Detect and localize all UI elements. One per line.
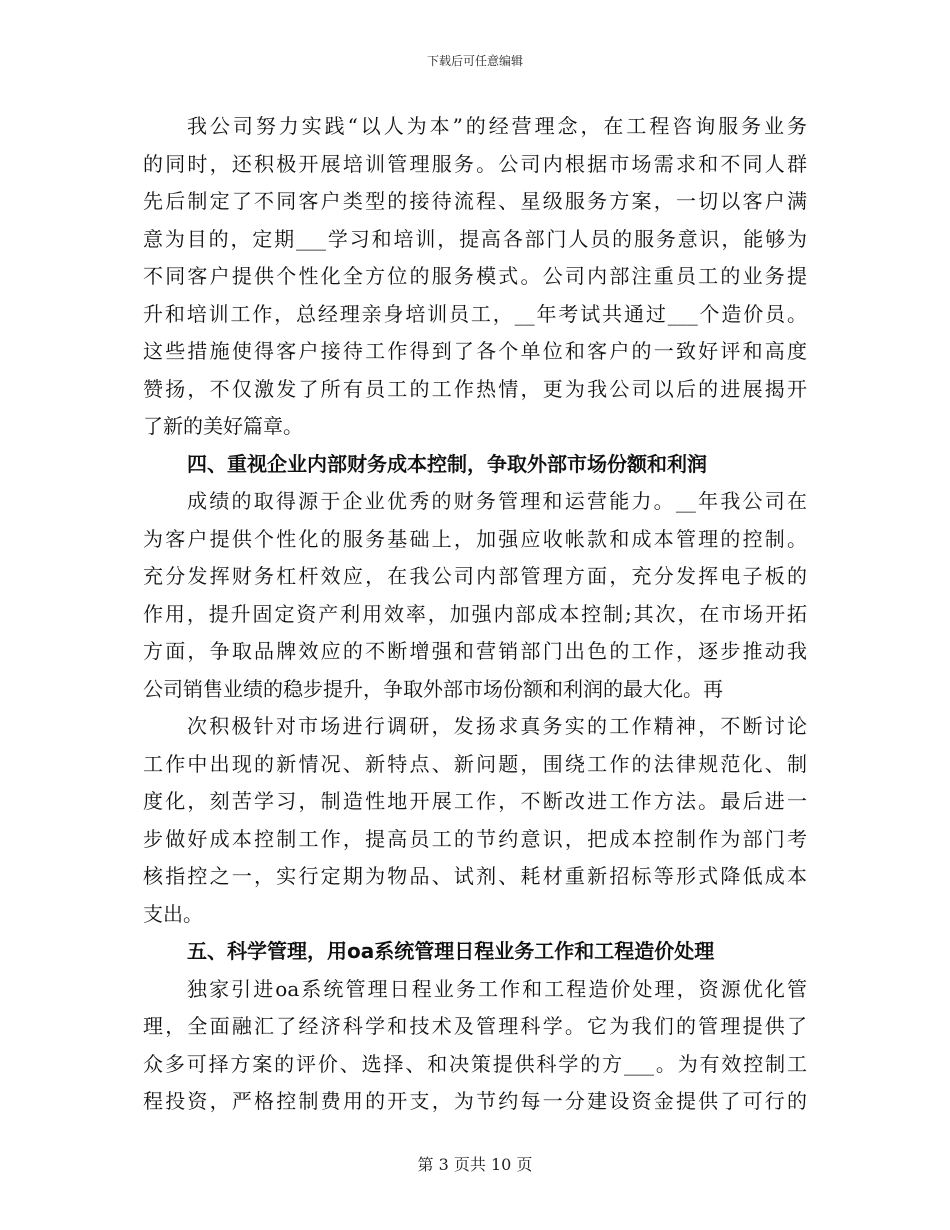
page-footer: 第 3 页共 10 页 <box>417 1155 533 1174</box>
paragraph-line: 众多可择方案的评价、选择、和决策提供科学的方___。为有效控制工 <box>143 1051 807 1076</box>
paragraph-line: 次积极针对市场进行调研，发扬求真务实的工作精神，不断讨论 <box>187 714 807 738</box>
paragraph-line: 不同客户提供个性化全方位的服务模式。公司内部注重员工的业务提 <box>143 264 807 288</box>
paragraph-line: 支出。 <box>143 901 203 926</box>
document-body <box>143 108 807 1121</box>
paragraph-line: 赞扬，不仅激发了所有员工的工作热情，更为我公司以后的进展揭开 <box>143 376 807 401</box>
paragraph-line: 公司销售业绩的稳步提升，争取外部市场份额和利润的最大化。再 <box>143 676 723 701</box>
paragraph-line: 独家引进oa系统管理日程业务工作和工程造价处理，资源优化管 <box>187 976 807 1001</box>
paragraph-line: 度化，刻苦学习，制造性地开展工作，不断改进工作方法。最后进一 <box>143 789 807 813</box>
page-header: 下载后可任意编辑 <box>426 54 523 68</box>
paragraph-line: 工作中出现的新情况、新特点、新问题，围绕工作的法律规范化、制 <box>143 751 807 776</box>
paragraph-line: 我公司努力实践“以人为本”的经营理念，在工程咨询服务业务 <box>187 114 807 138</box>
paragraph-line: 了新的美好篇章。 <box>143 414 303 438</box>
paragraph-line: 步做好成本控制工作，提高员工的节约意识，把成本控制作为部门考 <box>143 826 807 851</box>
paragraph-line: 作用，提升固定资产利用效率，加强内部成本控制;其次，在市场开拓 <box>143 601 807 626</box>
paragraph-line: 的同时，还积极开展培训管理服务。公司内根据市场需求和不同人群 <box>143 151 807 176</box>
paragraph-line: 方面，争取品牌效应的不断增强和营销部门出色的工作，逐步推动我 <box>143 639 807 663</box>
paragraph-line: 这些措施使得客户接待工作得到了各个单位和客户的一致好评和高度 <box>143 339 807 363</box>
paragraph-line: 程投资，严格控制费用的开支，为节约每一分建设资金提供了可行的 <box>143 1089 807 1113</box>
paragraph-line: 升和培训工作，总经理亲身培训员工，__年考试共通过___个造价员。 <box>143 301 807 326</box>
section-heading: 四、重视企业内部财务成本控制，争取外部市场份额和利润 <box>187 451 707 476</box>
paragraph-line: 意为目的，定期___学习和培训，提高各部门人员的服务意识，能够为 <box>143 226 807 251</box>
section-heading: 五、科学管理，用oa系统管理日程业务工作和工程造价处理 <box>187 939 715 963</box>
paragraph-line: 成绩的取得源于企业优秀的财务管理和运营能力。__年我公司在 <box>187 489 807 513</box>
paragraph-line: 核指控之一，实行定期为物品、试剂、耗材重新招标等形式降低成本 <box>143 864 807 888</box>
paragraph-line: 为客户提供个性化的服务基础上，加强应收帐款和成本管理的控制。 <box>143 526 807 551</box>
paragraph-line: 充分发挥财务杠杆效应，在我公司内部管理方面，充分发挥电子板的 <box>143 564 807 588</box>
paragraph-line: 理，全面融汇了经济科学和技术及管理科学。它为我们的管理提供了 <box>143 1014 807 1038</box>
paragraph-line: 先后制定了不同客户类型的接待流程、星级服务方案，一切以客户满 <box>143 189 807 213</box>
